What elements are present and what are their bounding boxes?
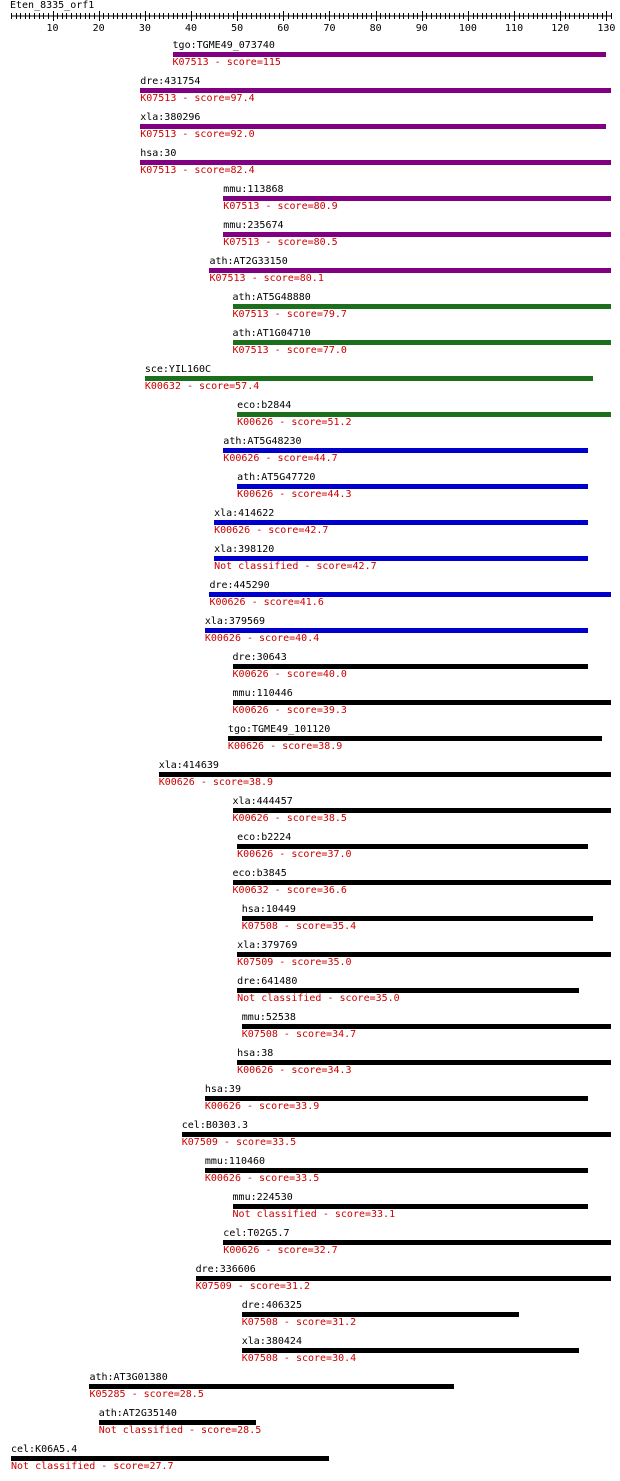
hit-score: K07513 - score=92.0 xyxy=(140,129,255,140)
hit-name[interactable]: hsa:30 xyxy=(140,148,177,159)
hit-score: K00626 - score=38.9 xyxy=(227,741,343,752)
hit-score: K07513 - score=97.4 xyxy=(140,93,255,104)
hit-score: K07513 - score=79.7 xyxy=(232,309,347,320)
ruler-tick-label: 100 xyxy=(458,23,477,34)
hit-name[interactable]: dre:641480 xyxy=(237,976,298,987)
hit-score: K07509 - score=35.0 xyxy=(237,957,352,968)
hit-name[interactable]: dre:406325 xyxy=(241,1300,302,1311)
hit-score: K00626 - score=37.0 xyxy=(237,849,352,860)
hit-name[interactable]: mmu:110460 xyxy=(204,1156,266,1167)
hit-name[interactable]: tgo:TGME49_073740 xyxy=(172,40,275,51)
hit-name[interactable]: cel:B0303.3 xyxy=(181,1120,248,1131)
ruler-tick-label: 90 xyxy=(415,23,428,34)
ruler-tick-label: 110 xyxy=(505,23,524,34)
hit-name[interactable]: xla:414639 xyxy=(158,760,219,771)
hit-name[interactable]: eco:b2224 xyxy=(237,832,292,843)
hit-name[interactable]: eco:b2844 xyxy=(237,400,292,411)
hit-score: Not classified - score=35.0 xyxy=(237,993,400,1004)
hit-name[interactable]: ath:AT5G48230 xyxy=(223,436,302,447)
ruler-tick-label: 80 xyxy=(369,23,382,34)
hit-score: K07513 - score=80.9 xyxy=(223,201,338,212)
hit-score: K00626 - score=40.0 xyxy=(232,669,347,680)
query-name: Eten_8335_orf1 xyxy=(10,0,95,11)
hit-score: K00632 - score=36.6 xyxy=(232,885,347,896)
hit-name[interactable]: xla:380296 xyxy=(140,112,201,123)
hit-name[interactable]: ath:AT2G33150 xyxy=(209,256,288,267)
hit-score: K05285 - score=28.5 xyxy=(89,1389,204,1400)
hit-score: K00626 - score=44.7 xyxy=(223,453,338,464)
hit-score: K00626 - score=38.9 xyxy=(158,777,274,788)
hit-score: K00632 - score=57.4 xyxy=(144,381,260,392)
hit-name[interactable]: mmu:235674 xyxy=(223,220,284,231)
hit-score: K07508 - score=30.4 xyxy=(241,1353,357,1364)
hit-score: K00626 - score=38.5 xyxy=(232,813,347,824)
hit-name[interactable]: mmu:224530 xyxy=(232,1192,293,1203)
hit-name[interactable]: dre:30643 xyxy=(232,652,287,663)
hit-name[interactable]: hsa:39 xyxy=(204,1084,241,1095)
hit-name[interactable]: mmu:110446 xyxy=(232,688,293,699)
hit-name[interactable]: mmu:52538 xyxy=(241,1012,296,1023)
hit-score: K07513 - score=115 xyxy=(172,57,281,68)
hit-name[interactable]: cel:K06A5.4 xyxy=(11,1444,78,1455)
hit-score: K00626 - score=34.3 xyxy=(237,1065,352,1076)
hit-name[interactable]: tgo:TGME49_101120 xyxy=(227,724,331,735)
hit-name[interactable]: dre:431754 xyxy=(140,76,201,87)
hit-score: K07508 - score=35.4 xyxy=(241,921,357,932)
ruler-tick-label: 30 xyxy=(138,23,151,34)
hit-score: K07508 - score=34.7 xyxy=(241,1029,357,1040)
hit-score: K00626 - score=51.2 xyxy=(237,417,352,428)
hit-name[interactable]: hsa:10449 xyxy=(241,904,296,915)
hit-name[interactable]: hsa:38 xyxy=(237,1048,274,1059)
hit-name[interactable]: ath:AT5G48880 xyxy=(232,292,311,303)
hit-score: K07513 - score=82.4 xyxy=(140,165,255,176)
hit-score: K07509 - score=33.5 xyxy=(181,1137,297,1148)
ruler-tick-label: 50 xyxy=(231,23,244,34)
hit-score: Not classified - score=28.5 xyxy=(98,1425,262,1436)
ruler-tick-label: 20 xyxy=(92,23,105,34)
position-ruler xyxy=(0,0,620,34)
hit-score: K07513 - score=80.1 xyxy=(209,273,324,284)
hit-name[interactable]: mmu:113868 xyxy=(223,184,284,195)
ruler-tick-label: 10 xyxy=(46,23,59,34)
hit-name[interactable]: xla:379569 xyxy=(204,616,266,627)
hit-score: K00626 - score=41.6 xyxy=(209,597,324,608)
hit-name[interactable]: xla:380424 xyxy=(241,1336,302,1347)
hit-name[interactable]: ath:AT1G04710 xyxy=(232,328,311,339)
hit-name[interactable]: eco:b3845 xyxy=(232,868,287,879)
hit-name[interactable]: dre:445290 xyxy=(209,580,270,591)
hit-score: K00626 - score=39.3 xyxy=(232,705,347,716)
hit-score: K07513 - score=80.5 xyxy=(223,237,338,248)
hit-score: K07513 - score=77.0 xyxy=(232,345,347,356)
hit-score: K00626 - score=40.4 xyxy=(204,633,320,644)
hit-score: Not classified - score=33.1 xyxy=(232,1209,396,1220)
ruler-tick-label: 130 xyxy=(597,23,616,34)
hit-name[interactable]: ath:AT2G35140 xyxy=(98,1408,177,1419)
hit-score: K00626 - score=42.7 xyxy=(214,525,329,536)
hit-score: K00626 - score=33.5 xyxy=(204,1173,320,1184)
hit-score: Not classified - score=27.7 xyxy=(11,1461,174,1472)
ruler-tick-label: 120 xyxy=(551,23,570,34)
hit-name[interactable]: xla:398120 xyxy=(214,544,275,555)
hit-name[interactable]: ath:AT5G47720 xyxy=(237,472,316,483)
ruler-tick-label: 70 xyxy=(323,23,336,34)
hit-score: K00626 - score=32.7 xyxy=(223,1245,338,1256)
ruler-tick-label: 60 xyxy=(277,23,290,34)
hit-score: Not classified - score=42.7 xyxy=(214,561,377,572)
hit-score: K07509 - score=31.2 xyxy=(195,1281,310,1292)
hit-name[interactable]: xla:444457 xyxy=(232,796,293,807)
ruler-tick-label: 40 xyxy=(184,23,198,34)
hit-name[interactable]: xla:379769 xyxy=(237,940,298,951)
hit-name[interactable]: dre:336606 xyxy=(195,1264,256,1275)
hit-score: K00626 - score=44.3 xyxy=(237,489,352,500)
hit-score: K07508 - score=31.2 xyxy=(241,1317,357,1328)
hit-name[interactable]: sce:YIL160C xyxy=(144,364,212,375)
hit-score: K00626 - score=33.9 xyxy=(204,1101,320,1112)
hit-name[interactable]: cel:T02G5.7 xyxy=(223,1228,290,1239)
hit-name[interactable]: ath:AT3G01380 xyxy=(89,1372,168,1383)
hit-name[interactable]: xla:414622 xyxy=(214,508,275,519)
